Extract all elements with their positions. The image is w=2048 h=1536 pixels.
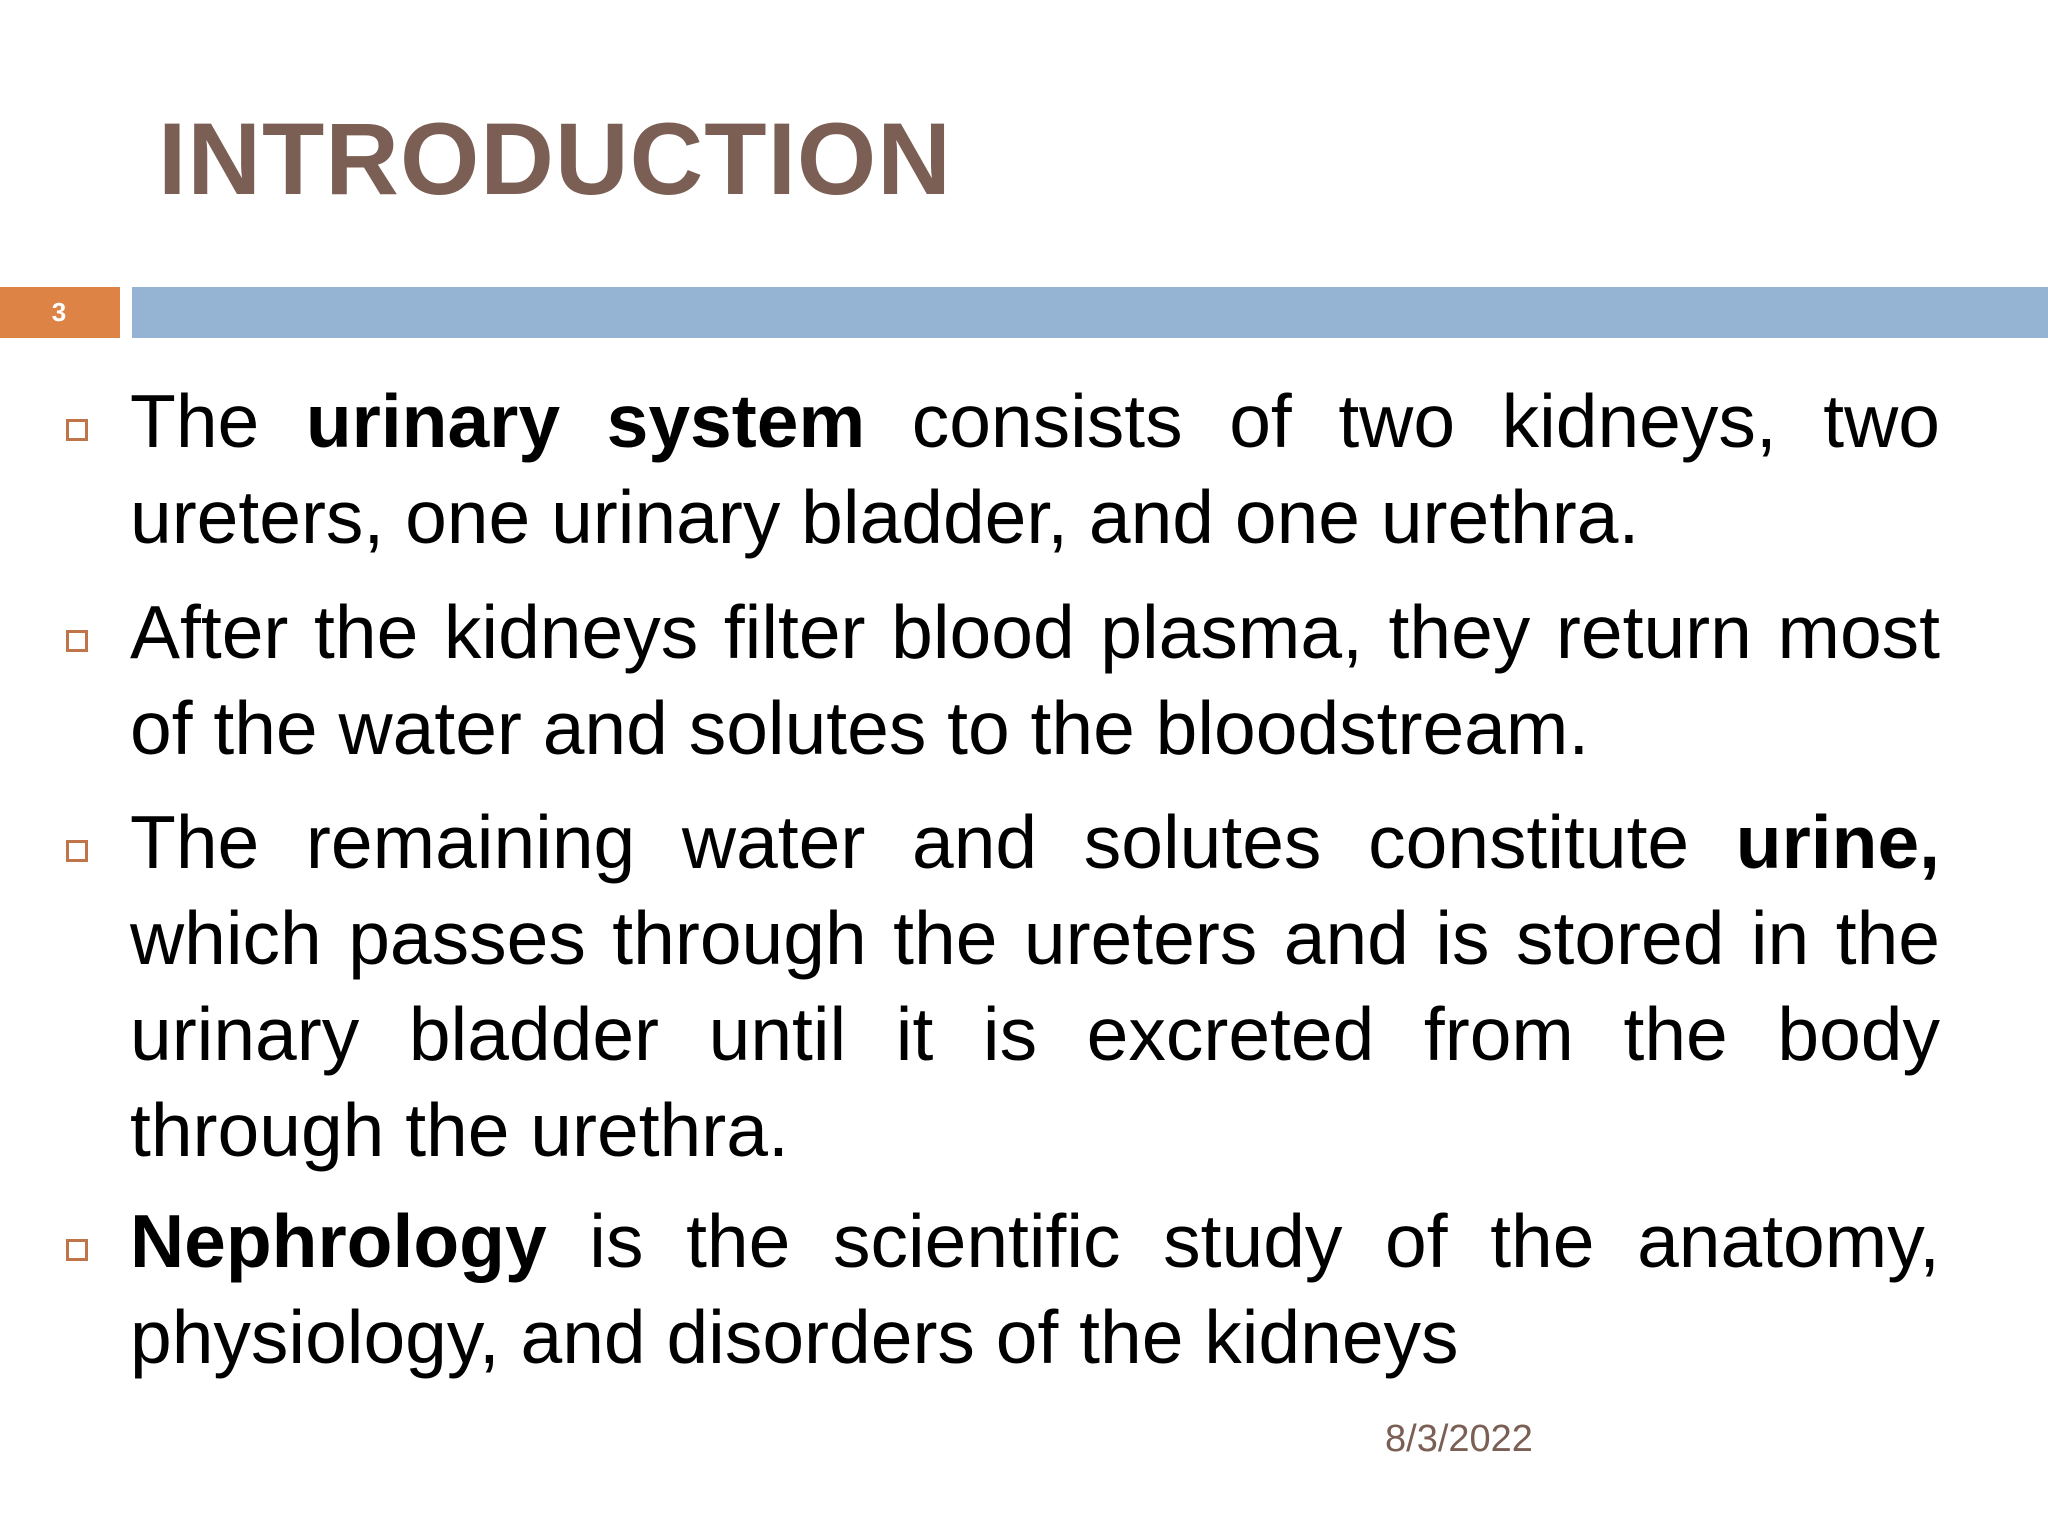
bullet-text: The — [130, 379, 306, 463]
bullet-item — [130, 794, 1940, 1178]
square-bullet-icon — [66, 419, 88, 441]
square-bullet-icon — [66, 840, 88, 862]
bullet-bold-term: urinary system — [305, 379, 866, 463]
square-bullet-icon — [66, 630, 88, 652]
bullet-item — [130, 1193, 1940, 1385]
bullet-text: The remaining water and solutes constitute — [130, 800, 1736, 884]
bullet-text: is the scientific study of the anatomy, physiology, and disorders of the kidneys — [130, 1199, 1940, 1379]
header-divider-bar — [132, 287, 2048, 338]
slide-number: 3 — [51, 297, 67, 327]
bullet-bold-term: urine, — [1735, 800, 1940, 884]
bullet-bold-term: Nephrology — [130, 1199, 547, 1283]
bullet-text: consists of two kidneys, two ureters, one urinary bladder, and one urethra. — [130, 379, 1941, 559]
bullet-text: After the kidneys filter blood plasma, they return most of the water and solutes to the bloodstream. — [130, 590, 1940, 770]
bullet-item — [130, 373, 1940, 565]
square-bullet-icon — [66, 1239, 88, 1261]
slide-title: INTRODUCTION — [158, 102, 952, 216]
slide-number-badge — [0, 287, 120, 338]
bullet-text: which passes through the ureters and is stored in the urinary bladder until it is excreted from the body through the urethra. — [130, 896, 1940, 1172]
slide-date: 8/3/2022 — [1385, 1418, 1533, 1460]
bullet-item — [130, 584, 1940, 776]
